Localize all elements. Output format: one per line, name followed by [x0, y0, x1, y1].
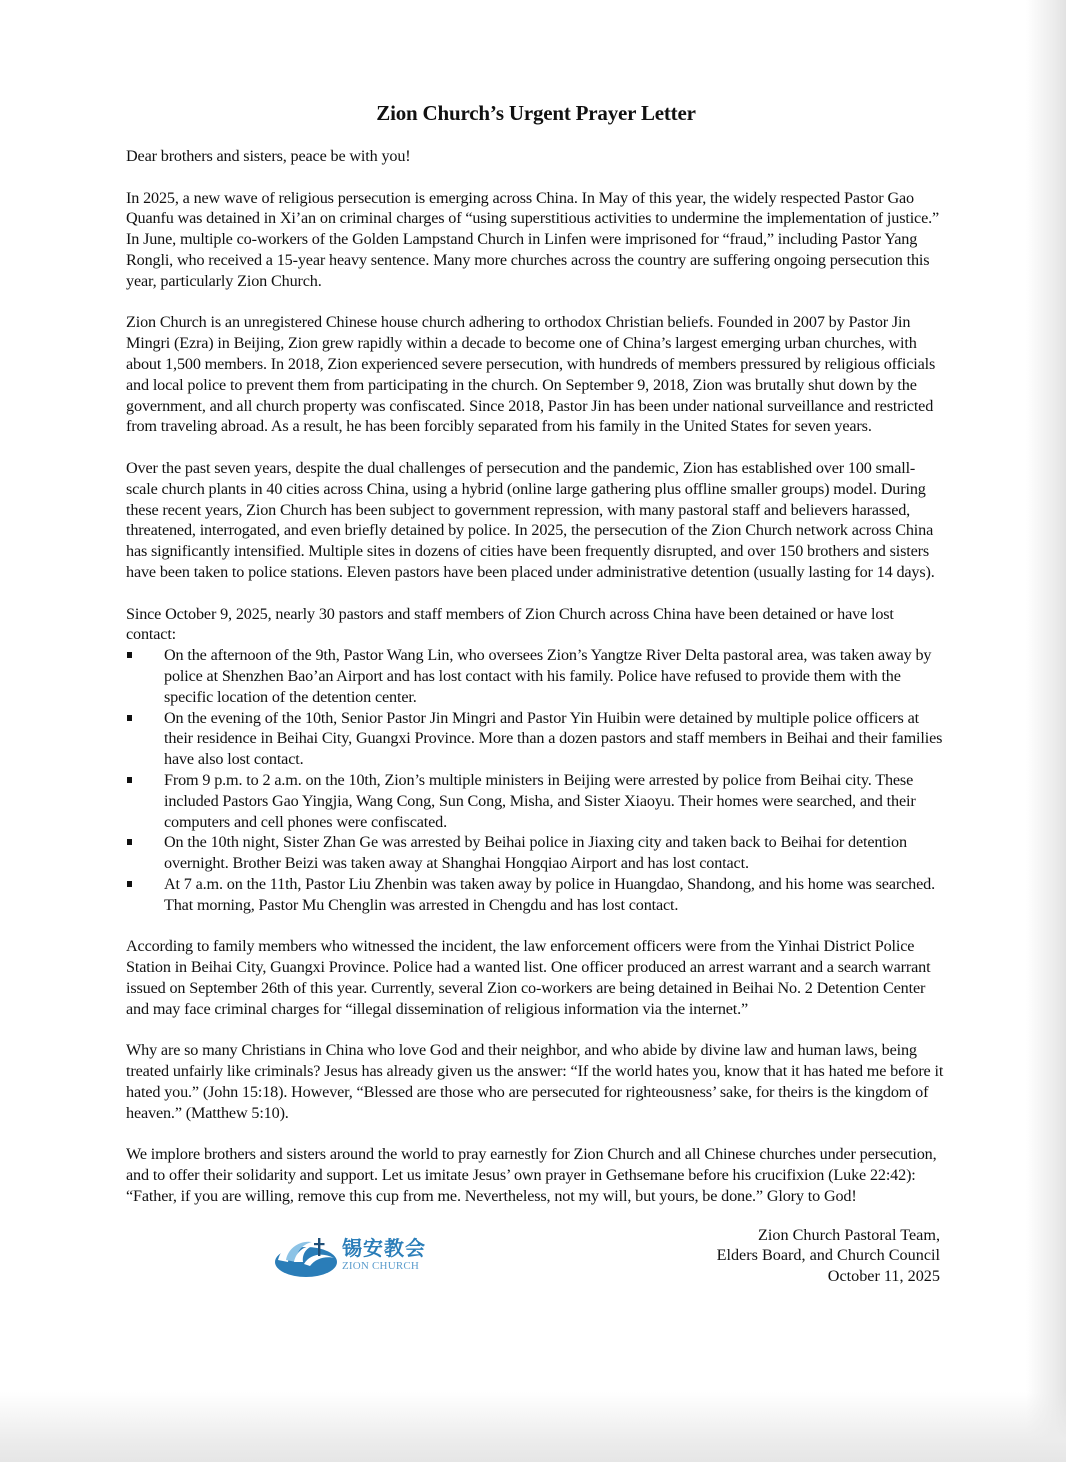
signature-line-2: Elders Board, and Church Council: [716, 1246, 940, 1265]
list-item-text: At 7 a.m. on the 11th, Pastor Liu Zhenbin was taken away by police in Huangdao, Shandong, and his home was searched. That morning, Pastor Mu Chenglin was arrested in Chengdu and has lost contact.: [164, 874, 935, 914]
list-item: [126, 770, 946, 832]
list-item-text: On the 10th night, Sister Zhan Ge was arrested by Beihai police in Jiaxing city and taken back to Beihai for detention overnight. Brother Beizi was taken away at Shanghai Hongqiao Airport and has lost contact.: [164, 833, 907, 873]
wave-cross-logo-icon: [274, 1232, 338, 1278]
logo-chinese-name: 锡安教会: [342, 1235, 426, 1260]
list-item-text: From 9 p.m. to 2 a.m. on the 10th, Zion’s multiple ministers in Beijing were arrested by police from Beihai city. These included Pastors Gao Yingjia, Wang Cong, Sun Cong, Misha, and Sister Xiaoyu. Their homes were searched, and their computers and cell phones were confiscated.: [164, 770, 916, 831]
square-bullet-icon: [127, 839, 132, 845]
list-item-text: On the evening of the 10th, Senior Pastor Jin Mingri and Pastor Yin Huibin were detained by multiple police officers at their residence in Beihai City, Guangxi Province. More than a dozen pastors and staff members in Beihai and their families have also lost contact.: [164, 708, 943, 769]
list-item-text: On the afternoon of the 9th, Pastor Wang Lin, who oversees Zion’s Yangtze River Delta pastoral area, was taken away by police at Shenzhen Bao’an Airport and has lost contact with his family. Police have refused to provide them with the specific location of the detention center.: [164, 646, 932, 706]
paragraph-detentions-intro: Since October 9, 2025, nearly 30 pastors and staff members of Zion Church across China have been detained or have lost contact:: [126, 604, 894, 644]
paragraph-past-seven-years: Over the past seven years, despite the dual challenges of persecution and the pandemic, Zion has established over 100 small-scale church plants in 40 cities across China, using a hybrid (online large gathering plus offline smaller groups) model. During these recent years, Zion Church has been subject to government repression, with many pastoral staff and believers harassed, threatened, interrogated, and even briefly detained by police. In 2025, the persecution of the Zion Church network across China has significantly intensified. Multiple sites in dozens of cities have been frequently disrupted, and over 150 brothers and sisters have been taken to police stations. Eleven pastors have been placed under administrative detention (usually lasting for 14 days).: [126, 458, 935, 581]
logo-text: [342, 1235, 426, 1272]
detentions-list: [126, 645, 946, 915]
page-edge-shadow-bottom: [0, 1392, 1066, 1462]
square-bullet-icon: [127, 652, 132, 658]
letter-page: [126, 100, 946, 1295]
logo-english-name: ZION CHURCH: [342, 1259, 420, 1272]
signature-block: [717, 1225, 940, 1287]
page-edge-shadow-right: [1026, 0, 1066, 1462]
list-item: [126, 645, 946, 707]
greeting: Dear brothers and sisters, peace be with you!: [126, 147, 411, 165]
square-bullet-icon: [127, 777, 132, 783]
paragraph-prayer-request: We implore brothers and sisters around the world to pray earnestly for Zion Church and all Chinese churches under persecution, and to offer their solidarity and support. Let us imitate Jesus’ own prayer in Gethsemane before his crucifixion (Luke 22:42): “Father, if you are willing, remove this cup from me. Nevertheless, not my will, but yours, be done.” Glory to God!: [126, 1145, 937, 1205]
letter-title: Zion Church’s Urgent Prayer Letter: [376, 101, 696, 125]
signature-line-1: Zion Church Pastoral Team,: [758, 1225, 940, 1244]
list-item: [126, 708, 946, 770]
square-bullet-icon: [127, 715, 132, 721]
paragraph-family-witness: According to family members who witnessed the incident, the law enforcement officers were from the Yinhai District Police Station in Beihai City, Guangxi Province. Police had a wanted list. One officer produced an arrest warrant and a search warrant issued on September 26th of this year. Currently, several Zion co-workers are being detained in Beihai No. 2 Detention Center and may face criminal charges for “illegal dissemination of religious information via the internet.”: [126, 937, 931, 1018]
zion-church-logo: [274, 1231, 474, 1279]
square-bullet-icon: [127, 881, 132, 887]
signature-date: October 11, 2025: [827, 1267, 940, 1286]
paragraph-persecution-wave: In 2025, a new wave of religious persecution is emerging across China. In May of this year, the widely respected Pastor Gao Quanfu was detained in Xi’an on criminal charges of “using superstitious activities to undermine the implementation of justice.” In June, multiple co-workers of the Golden Lampstand Church in Linfen were imprisoned for “fraud,” including Pastor Yang Rongli, who received a 15-year heavy sentence. Many more churches across the country are suffering ongoing persecution this year, particularly Zion Church.: [126, 188, 940, 290]
letter-footer: [126, 1225, 946, 1295]
list-item: [126, 874, 946, 916]
paragraph-church-history: Zion Church is an unregistered Chinese house church adhering to orthodox Christian beliefs. Founded in 2007 by Pastor Jin Mingri (Ezra) in Beijing, Zion grew rapidly within a decade to become one of China’s largest emerging urban churches, with about 1,500 members. In 2018, Zion experienced severe persecution, with hundreds of members pressured by religious officials and local police to prevent them from participating in the church. On September 9, 2018, Zion was brutally shut down by the government, and all church property was confiscated. Since 2018, Pastor Jin has been under national surveillance and restricted from traveling abroad. As a result, he has been forcibly separated from his family in the United States for seven years.: [126, 313, 936, 436]
list-item: [126, 832, 946, 874]
paragraph-why-persecuted: Why are so many Christians in China who love God and their neighbor, and who abide by divine law and human laws, being treated unfairly like criminals? Jesus has already given us the answer: “If the world hates you, know that it has hated me before it hated you.” (John 15:18). However, “Blessed are those who are persecuted for righteousness’ sake, for theirs is the kingdom of heaven.” (Matthew 5:10).: [126, 1041, 944, 1122]
